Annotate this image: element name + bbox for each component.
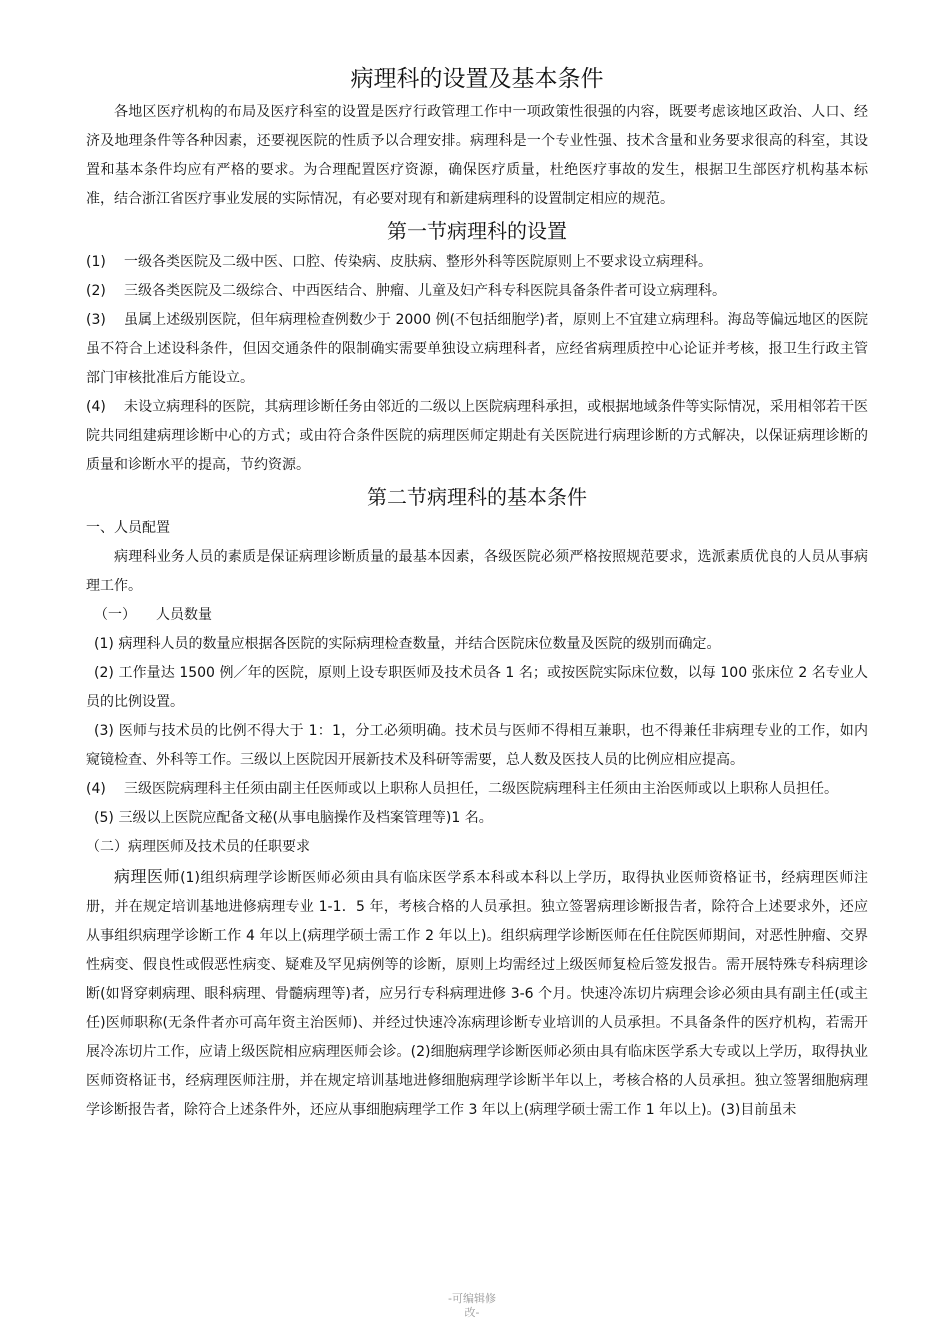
item-text: 三级以上医院应配备文秘(从事电脑操作及档案管理等)1 名。 bbox=[118, 810, 493, 826]
item-number: (3) bbox=[86, 312, 106, 328]
section-2-heading: 第二节病理科的基本条件 bbox=[367, 485, 587, 509]
item-text: 三级各类医院及二级综合、中西医结合、肿瘤、儿童及妇产科专科医院具备条件者可设立病理科。 bbox=[124, 283, 726, 299]
subsection-heading: 一、人员配置 bbox=[86, 520, 170, 536]
item-text: 虽属上述级别医院，但年病理检查例数少于 2000 例(不包括细胞学)者，原则上不宜建立病理科。海岛等偏远地区的医院虽不符合上述设科条件，但因交通条件的限制确实需要单独设立病理科者，应经省病理质控中心论证并考核，报卫生行政主管部门审核批准后方能设立。 bbox=[86, 312, 868, 386]
section-1-item bbox=[86, 306, 868, 393]
section-1-item bbox=[86, 248, 868, 277]
item-number: (4) bbox=[86, 781, 106, 797]
footer-line-2: 改- bbox=[464, 1306, 480, 1319]
item-number: (5) bbox=[94, 810, 114, 826]
document-title: 病理科的设置及基本条件 bbox=[350, 66, 604, 92]
page-footer bbox=[432, 1292, 512, 1320]
item-number: (4) bbox=[86, 399, 106, 415]
staff-count-item bbox=[86, 804, 868, 833]
section-1-heading: 第一节病理科的设置 bbox=[387, 219, 567, 243]
staff-count-heading bbox=[86, 601, 868, 630]
item-text: 病理科人员的数量应根据各医院的实际病理检查数量，并结合医院床位数量及医院的级别而确定。 bbox=[118, 636, 721, 652]
staff-count-list bbox=[86, 630, 868, 833]
item-number: (3) bbox=[94, 723, 114, 739]
item-number: (1) bbox=[86, 254, 106, 270]
doctor-label: 病理医师 bbox=[114, 867, 181, 886]
item-number: (2) bbox=[86, 283, 106, 299]
doctor-requirements-text: (1)组织病理学诊断医师必须由具有临床医学系本科或本科以上学历，取得执业医师资格证书，经病理医师注册，并在规定培训基地进修病理专业 1-1．5 年，考核合格的人员承担。独立签署病理诊断报告者，除符合上述要求外，还应从事组织病理学诊断工作 4 年以上(病理学硕士需工作 2 年以上)。组织病理学诊断医师在任住院医师期间，对恶性肿瘤、交界性病变、假良性或假恶性病变、疑难及罕见病例等的诊断，原则上均需经过上级医师复检后签发报告。需开展特殊专科病理诊断(如肾穿刺病理、眼科病理、骨髓病理等)者，应另行专科病理进修 3-6 个月。快速冷冻切片病理会诊必须由具有副主任(或主任)医师职称(无条件者亦可高年资主治医师)、并经过快速冷冻病理诊断专业培训的人员承担。不具备条件的医疗机构，若需开展冷冻切片工作，应请上级医院相应病理医师会诊。(2)细胞病理学诊断医师必须由具有临床医学系大专或以上学历，取得执业医师资格证书，经病理医师注册，并在规定培训基地进修细胞病理学诊断半年以上，考核合格的人员承担。独立签署细胞病理学诊断报告者，除符合上述条件外，还应从事细胞病理学工作 3 年以上(病理学硕士需工作 1 年以上)。(3)目前虽未 bbox=[86, 870, 868, 1118]
staff-count-item bbox=[86, 659, 868, 717]
item-text: 工作量达 1500 例／年的医院，原则上设专职医师及技术员各 1 名；或按医院实际床位数，以每 100 张床位 2 名专业人员的比例设置。 bbox=[86, 665, 869, 710]
staff-count-item bbox=[86, 717, 868, 775]
section-1-item bbox=[86, 393, 868, 480]
item-text: 一级各类医院及二级中医、口腔、传染病、皮肤病、整形外科等医院原则上不要求设立病理科。 bbox=[124, 254, 712, 270]
item-number: (2) bbox=[94, 665, 114, 681]
footer-line-1: -可编辑修 bbox=[448, 1292, 496, 1305]
item-number: (1) bbox=[94, 636, 114, 652]
section-1-list bbox=[86, 248, 868, 480]
staffing-intro: 病理科业务人员的素质是保证病理诊断质量的最基本因素，各级医院必须严格按照规范要求，选派素质优良的人员从事病理工作。 bbox=[86, 549, 868, 594]
staff-count-item bbox=[86, 630, 868, 659]
qualification-heading: （二）病理医师及技术员的任职要求 bbox=[86, 839, 310, 855]
item-text: 三级医院病理科主任须由副主任医师或以上职称人员担任，二级医院病理科主任须由主治医师或以上职称人员担任。 bbox=[124, 781, 838, 797]
staff-count-item bbox=[86, 775, 868, 804]
heading-label: 人员数量 bbox=[156, 607, 212, 623]
item-text: 医师与技术员的比例不得大于 1：1，分工必须明确。技术员与医师不得相互兼职，也不得兼任非病理专业的工作，如内窥镜检查、外科等工作。三级以上医院因开展新技术及科研等需要，总人数及医技人员的比例应相应提高。 bbox=[86, 723, 868, 768]
intro-paragraph: 各地区医疗机构的布局及医疗科室的设置是医疗行政管理工作中一项政策性很强的内容，既要考虑该地区政治、人口、经济及地理条件等各种因素，还要视医院的性质予以合理安排。病理科是一个专业性强、技术含量和业务要求很高的科室，其设置和基本条件均应有严格的要求。为合理配置医疗资源，确保医疗质量，杜绝医疗事故的发生，根据卫生部医疗机构基本标准，结合浙江省医疗事业发展的实际情况，有必要对现有和新建病理科的设置制定相应的规范。 bbox=[86, 104, 868, 207]
heading-number: （一） bbox=[94, 607, 136, 623]
document-body bbox=[86, 62, 868, 1125]
doctor-requirements-paragraph bbox=[86, 862, 868, 1125]
section-1-item bbox=[86, 277, 868, 306]
item-text: 未设立病理科的医院，其病理诊断任务由邻近的二级以上医院病理科承担，或根据地域条件等实际情况，采用相邻若干医院共同组建病理诊断中心的方式；或由符合条件医院的病理医师定期赴有关医院进行病理诊断的方式解决，以保证病理诊断的质量和诊断水平的提高，节约资源。 bbox=[86, 399, 868, 473]
